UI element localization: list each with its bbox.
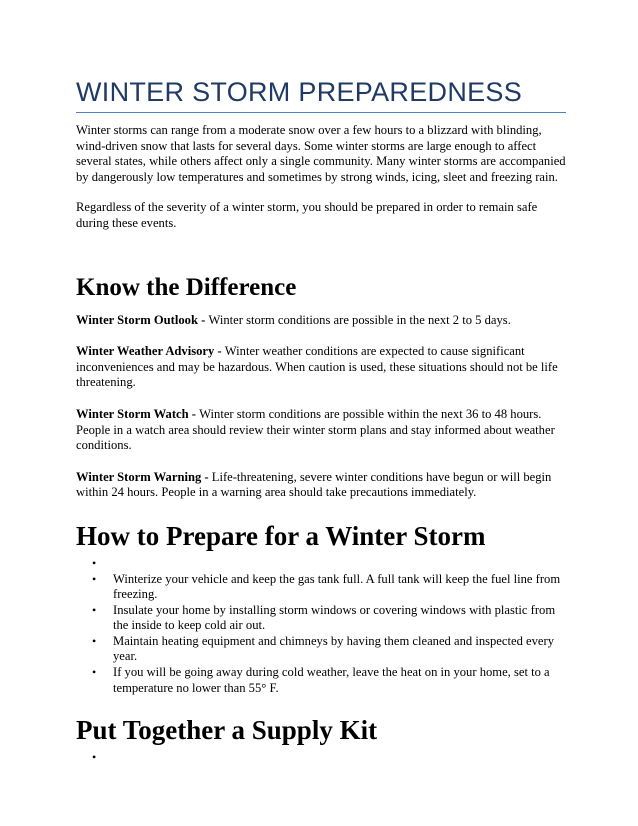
definition-text: Winter weather conditions are expected to cause significant inconveniences and may be hazardous. When caution is used, these situations should not be life threatening.	[76, 344, 558, 390]
intro-paragraph: Regardless of the severity of a winter storm, you should be prepared in order to remain safe during these events.	[76, 200, 538, 230]
bullet-icon: •	[92, 555, 97, 570]
list-item-text: Winterize your vehicle and keep the gas tank full. A full tank will keep the fuel line from freezing.	[113, 571, 561, 602]
definition-text: Winter storm conditions are possible within the next 36 to 48 hours. People in a watch area should review their winter storm plans and stay informed about weather conditions.	[76, 406, 555, 453]
definition-term: Winter Storm Outlook -	[76, 312, 209, 327]
definition-watch	[76, 407, 566, 454]
page-title: WINTER STORM PREPAREDNESS	[76, 76, 566, 113]
bullet-icon: •	[92, 602, 97, 617]
bullet-icon: •	[92, 633, 97, 648]
definition-warning	[76, 470, 566, 501]
list-item-text: Insulate your home by installing storm windows or covering windows with plastic from the inside to keep cold air out.	[113, 602, 556, 633]
list-item	[76, 750, 566, 766]
definition-text: Life-threatening, severe winter conditions have begun or will begin within 24 hours. People in a warning area should take precautions immediately.	[76, 469, 552, 500]
list-item	[76, 556, 566, 572]
definition-term: Winter Storm Watch -	[76, 406, 200, 421]
bullet-icon: •	[92, 571, 97, 586]
definition-advisory	[76, 344, 566, 391]
list-item	[76, 665, 566, 696]
list-item	[76, 603, 566, 634]
section-heading-supply-kit: Put Together a Supply Kit	[76, 715, 378, 746]
list-item	[76, 572, 566, 603]
list-item	[76, 634, 566, 665]
section-heading-know-the-difference: Know the Difference	[76, 273, 297, 301]
list-item-text: If you will be going away during cold weather, leave the heat on in your home, set to a temperature no lower than 55° F.	[113, 665, 550, 695]
list-item-text: Maintain heating equipment and chimneys by having them cleaned and inspected every year.	[113, 633, 554, 664]
intro-paragraph: Winter storms can range from a moderate snow over a few hours to a blizzard with blinding, wind-driven snow that lasts for several days. Some winter storms are large enough to affect several states, while others affect only a single community. Many winter storms are accompanied by dangerously low temperatures and sometimes by strong winds, icing, sleet and freezing rain.	[76, 123, 566, 184]
document-content	[76, 76, 566, 766]
bullet-icon: •	[92, 665, 97, 680]
section-heading-how-to-prepare: How to Prepare for a Winter Storm	[76, 520, 486, 551]
bullet-icon: •	[92, 750, 97, 765]
supply-kit-list	[76, 750, 566, 766]
definition-outlook	[76, 313, 566, 329]
definition-term: Winter Weather Advisory -	[76, 344, 225, 359]
prepare-list	[76, 556, 566, 696]
definition-term: Winter Storm Warning -	[76, 469, 212, 484]
definition-text: Winter storm conditions are possible in the next 2 to 5 days.	[208, 312, 511, 327]
